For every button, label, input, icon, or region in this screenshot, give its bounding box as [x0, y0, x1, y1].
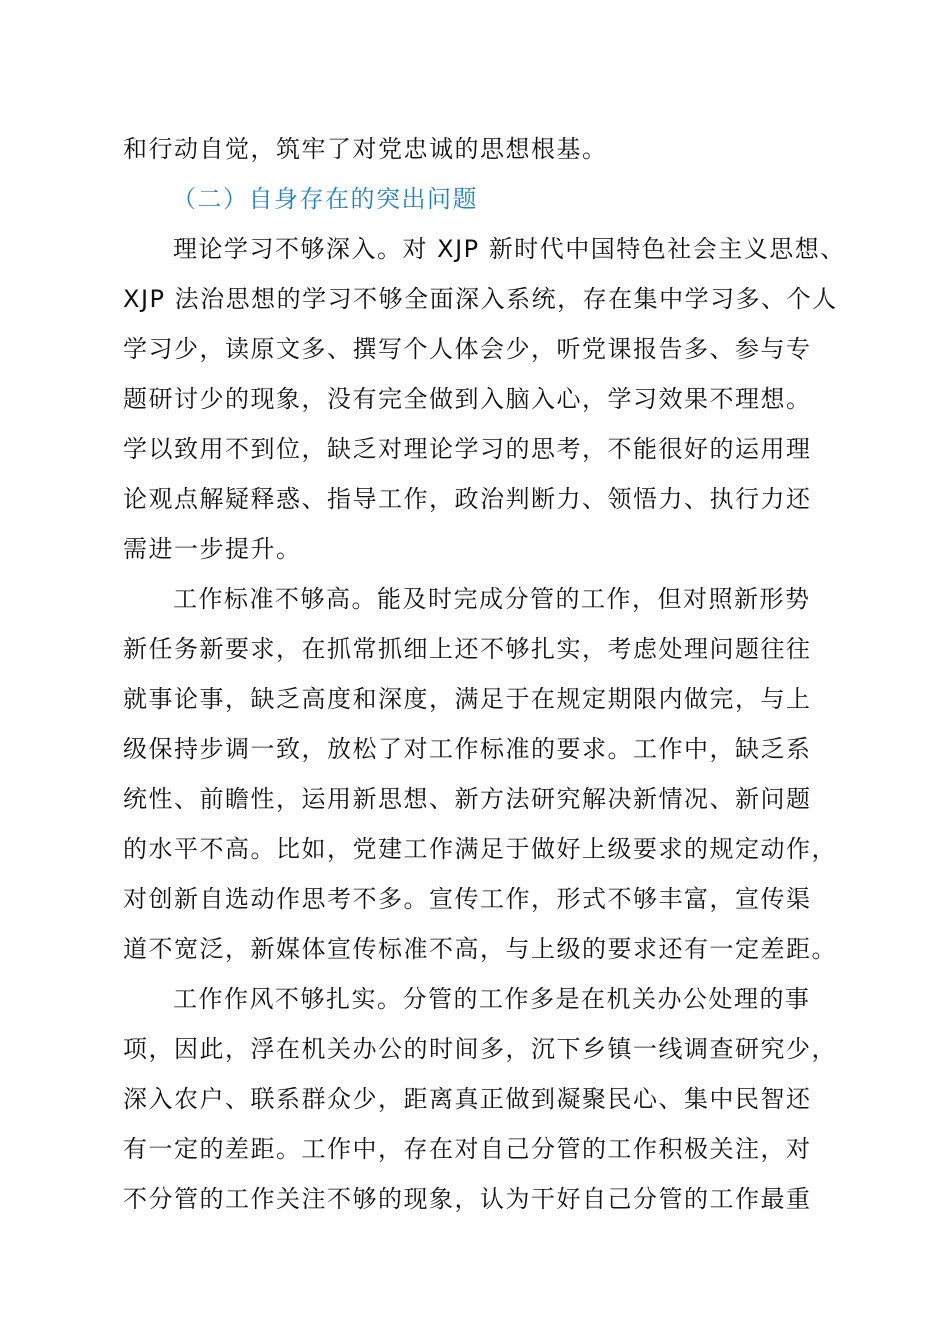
text-line: 不分管的工作关注不够的现象，认为干好自己分管的工作最重 [123, 1185, 812, 1213]
text-line: XJP 法治思想的学习不够全面深入系统，存在集中学习多、个人 [123, 285, 838, 313]
text-line: 新任务新要求，在抓常抓细上还不够扎实，考虑处理问题往往 [123, 635, 812, 663]
text-line: 工作作风不够扎实。分管的工作多是在机关办公处理的事 [173, 985, 811, 1013]
text-line: 学以致用不到位，缺乏对理论学习的思考，不能很好的运用理 [123, 435, 812, 463]
text-line: 理论学习不够深入。对 XJP 新时代中国特色社会主义思想、 [173, 235, 846, 263]
text-line: 对创新自选动作思考不多。宣传工作，形式不够丰富，宣传渠 [123, 885, 812, 913]
text-line: 和行动自觉，筑牢了对党忠诚的思想根基。 [123, 135, 608, 163]
text-line: 深入农户、联系群众少，距离真正做到凝聚民心、集中民智还 [123, 1085, 812, 1113]
text-line: 的水平不高。比如，党建工作满足于做好上级要求的规定动作， [123, 835, 837, 863]
paragraph-work-standard [123, 574, 843, 974]
text-line: 题研讨少的现象，没有完全做到入脑入心，学习效果不理想。 [123, 385, 812, 413]
section-heading: （二）自身存在的突出问题 [172, 185, 478, 213]
text-line: 论观点解疑释惑、指导工作，政治判断力、领悟力、执行力还 [123, 485, 812, 513]
text-line: 工作标准不够高。能及时完成分管的工作，但对照新形势 [173, 585, 811, 613]
text-line: 项，因此，浮在机关办公的时间多，沉下乡镇一线调查研究少， [123, 1035, 837, 1063]
paragraph-work-style [123, 974, 843, 1224]
paragraph-theory-study [123, 224, 846, 574]
text-line: 有一定的差距。工作中，存在对自己分管的工作积极关注，对 [123, 1135, 812, 1163]
text-line: 级保持步调一致，放松了对工作标准的要求。工作中，缺乏系 [123, 735, 812, 763]
text-line: 就事论事，缺乏高度和深度，满足于在规定期限内做完，与上 [123, 685, 812, 713]
text-line: 需进一步提升。 [123, 535, 302, 563]
text-line: 学习少，读原文多、撰写个人体会少，听党课报告多、参与专 [123, 335, 812, 363]
text-line: 统性、前瞻性，运用新思想、新方法研究解决新情况、新问题 [123, 785, 812, 813]
text-line: 道不宽泛，新媒体宣传标准不高，与上级的要求还有一定差距。 [123, 935, 837, 963]
paragraph-intro-tail [123, 124, 843, 174]
